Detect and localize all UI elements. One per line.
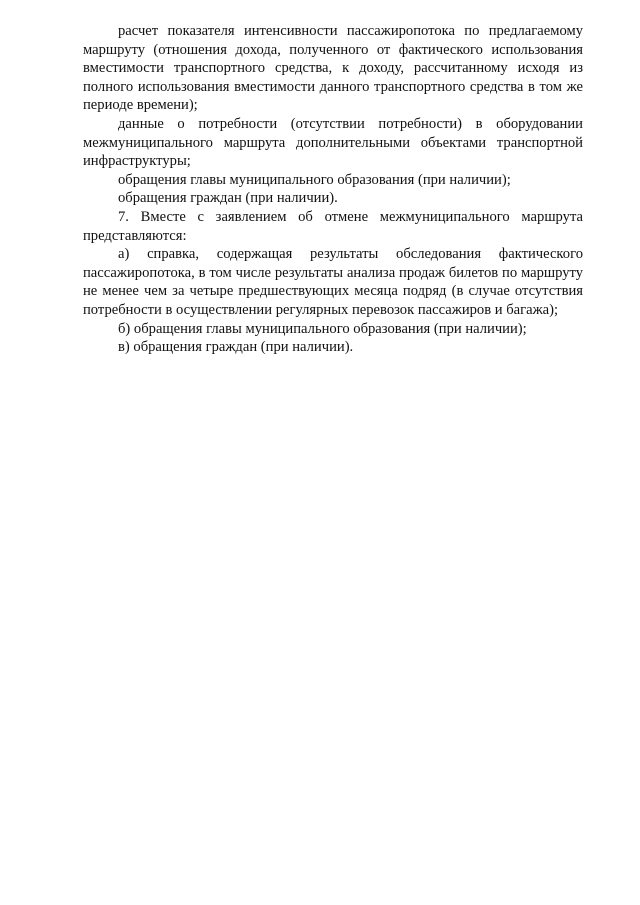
paragraph-item-7b: б) обращения главы муниципального образования (при наличии); — [118, 320, 527, 337]
paragraph-citizen-appeals: обращения граждан (при наличии). — [118, 190, 338, 207]
paragraph-item-7a: а) справка, содержащая результаты обследования фактического пассажиропотока, в том числе результаты анализа продаж билетов по маршруту не менее чем за четыре предшествующих месяца подряд (в случае отсутствия потребности в осуществлении регулярных перевозок пассажиров и багажа); — [83, 246, 583, 318]
paragraph-passenger-flow-calculation: расчет показателя интенсивности пассажиропотока по предлагаемому маршруту (отношения дохода, полученного от фактического использования вместимости транспортного средства, к доходу, рассчитанному исходя из полного использования вместимости данного транспортного средства в том же периоде времени); — [83, 23, 583, 114]
paragraph-item-7-heading: 7. Вместе с заявлением об отмене межмуниципального маршрута представляются: — [83, 208, 583, 244]
paragraph-infrastructure-need: данные о потребности (отсутствии потребности) в оборудовании межмуниципального маршрута дополнительными объектами транспортной инфраструктуры; — [83, 115, 583, 170]
document-body — [83, 22, 583, 357]
paragraph-item-7c: в) обращения граждан (при наличии). — [118, 339, 354, 356]
paragraph-head-appeals: обращения главы муниципального образования (при наличии); — [118, 171, 511, 188]
